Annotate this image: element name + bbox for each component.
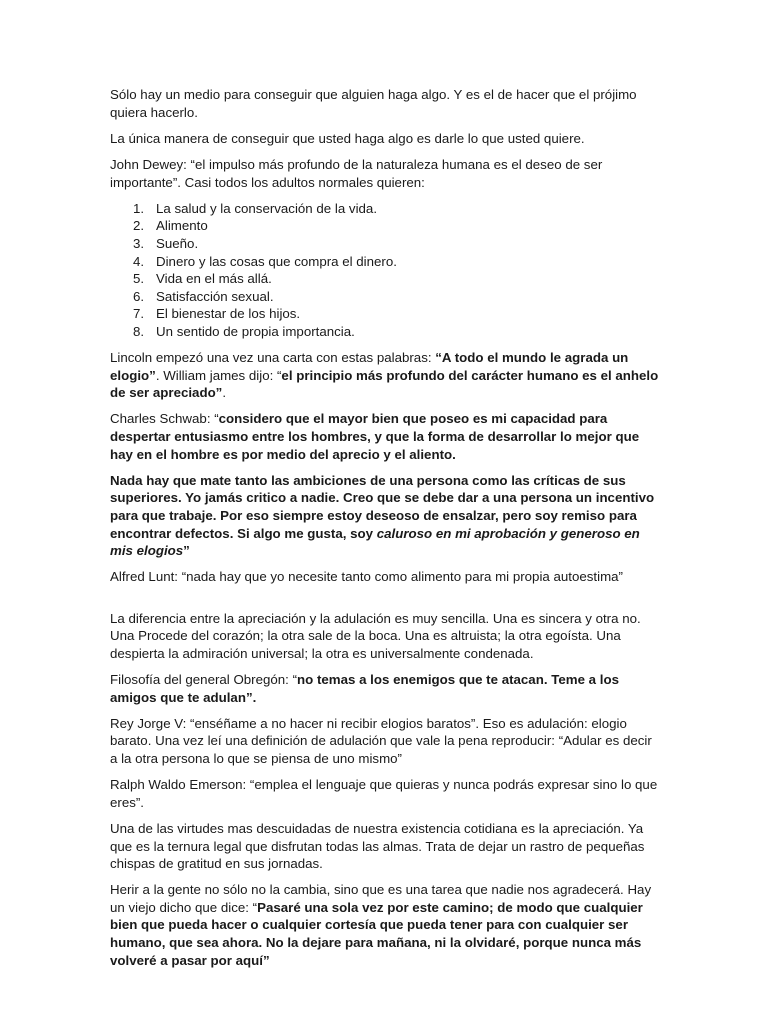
- paragraph: [110, 472, 660, 560]
- list-item-text: Un sentido de propia importancia.: [156, 323, 355, 339]
- list-item-text: La salud y la conservación de la vida.: [156, 200, 378, 216]
- text-run: Filosofía del general Obregón: “: [110, 671, 298, 687]
- paragraph: [110, 568, 660, 586]
- list-item-text: Alimento: [156, 218, 208, 234]
- list-item-text: Satisfacción sexual.: [156, 288, 274, 304]
- bold-text-run: Nada hay que mate tanto las ambiciones de una persona como las críticas de sus superiores. Yo jamás critico a nadie. Creo que se debe dar a una persona un incentivo para que trabaje. Por eso siempre estoy deseoso de ensalzar, pero soy remiso para encontrar defectos. Si algo me gusta, soy: [110, 472, 655, 541]
- text-run: Charles Schwab: “: [110, 411, 219, 427]
- list-item: [110, 288, 660, 306]
- list-item-number: 1.: [133, 200, 145, 216]
- list-item-number: 4.: [133, 253, 145, 269]
- bold-text-run: ”: [183, 543, 190, 559]
- list-item: [110, 235, 660, 253]
- list-item-number: 2.: [133, 218, 145, 234]
- bold-text-run: “A todo el mundo le agrada un elogio”: [110, 350, 629, 383]
- paragraph: [110, 776, 660, 811]
- text-run: La diferencia entre la apreciación y la adulación es muy sencilla. Una es sincera y otra no. Una Procede del corazón; la otra sale de la boca. Una es altruista; la otra egoísta. Una despierta la admiración universal; la otra es universalmente condenada.: [110, 610, 641, 661]
- list-item-text: El bienestar de los hijos.: [156, 306, 301, 322]
- bold-italic-text-run: caluroso en mi aprobación y generoso en mis elogios: [110, 525, 640, 559]
- paragraph: [110, 671, 660, 706]
- list-item-number: 8.: [133, 323, 145, 339]
- paragraph: [110, 130, 660, 148]
- text-run: Una de las virtudes mas descuidadas de nuestra existencia cotidiana es la apreciación. Ya que es la ternura legal que disfrutan todas las almas. Trata de dejar un rastro de pequeñas chispas de gratitud en sus jornadas.: [110, 820, 645, 872]
- list-item: [110, 270, 660, 288]
- paragraph: [110, 86, 660, 121]
- list-item-text: Sueño.: [156, 235, 199, 251]
- text-run: La única manera de conseguir que usted haga algo es darle lo que usted quiere.: [110, 130, 585, 146]
- paragraph: [110, 156, 660, 191]
- paragraph: [110, 715, 660, 768]
- list-item: [110, 217, 660, 235]
- paragraph: [110, 610, 660, 663]
- text-run: .: [222, 385, 227, 401]
- list-item: [110, 323, 660, 341]
- list-item-number: 6.: [133, 288, 145, 304]
- list-item-number: 5.: [133, 271, 145, 287]
- list-item: [110, 200, 660, 218]
- bold-text-run: considero que el mayor bien que poseo es mi capacidad para despertar entusiasmo entre los hombres, y que la forma de desarrollar lo mejor que hay en el hombre es por medio del aprecio y el aliento.: [110, 411, 640, 462]
- list-item-text: Dinero y las cosas que compra el dinero.: [156, 253, 397, 269]
- text-run: Herir a la gente no sólo no la cambia, sino que es una tarea que nadie nos agradecerá. Hay un viejo dicho que dice: “: [110, 882, 652, 915]
- text-run: . William james dijo: “: [155, 367, 282, 383]
- bold-text-run: no temas a los enemigos que te atacan. Teme a los amigos que te adulan”.: [110, 671, 619, 705]
- paragraph: [110, 881, 660, 969]
- numbered-list: [110, 200, 660, 341]
- bold-text-run: el principio más profundo del carácter humano es el anhelo de ser apreciado”: [110, 367, 659, 401]
- bold-text-run: Pasaré una sola vez por este camino; de modo que cualquier bien que pueda hacer o cualquier cortesía que pueda tener para con cualquier ser humano, que sea ahora. No la dejare para mañana, ni la olvidaré, porque nunca más volveré a pasar por aquí”: [110, 899, 643, 968]
- paragraph: [110, 820, 660, 873]
- text-run: Rey Jorge V: “enséñame a no hacer ni recibir elogios baratos”. Eso es adulación: elogio barato. Una vez leí una definición de adulación que vale la pena reproducir: “Adular es decir a la otra persona lo que se piensa de uno mismo”: [110, 715, 652, 766]
- text-run: John Dewey: “el impulso más profundo de la naturaleza humana es el deseo de ser importante”. Casi todos los adultos normales quieren:: [110, 156, 603, 190]
- text-run: Lincoln empezó una vez una carta con estas palabras:: [110, 350, 436, 366]
- paragraph: [110, 349, 660, 402]
- empty-paragraph: [110, 595, 660, 610]
- list-item-number: 7.: [133, 306, 145, 322]
- text-run: Alfred Lunt: “nada hay que yo necesite tanto como alimento para mi propia autoestima”: [110, 569, 623, 585]
- list-item-number: 3.: [133, 235, 145, 251]
- list-item: [110, 305, 660, 323]
- text-run: Sólo hay un medio para conseguir que alguien haga algo. Y es el de hacer que el prójimo quiera hacerlo.: [110, 87, 637, 120]
- document-page: [110, 86, 660, 978]
- paragraph: [110, 410, 660, 463]
- text-run: Ralph Waldo Emerson: “emplea el lenguaje que quieras y nunca podrás expresar sino lo que eres”.: [110, 777, 658, 810]
- list-item-text: Vida en el más allá.: [156, 271, 272, 287]
- list-item: [110, 253, 660, 271]
